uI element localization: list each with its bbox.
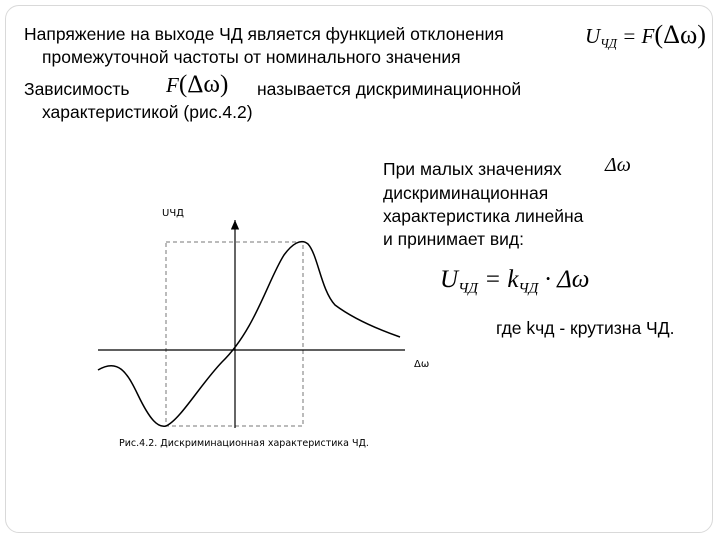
note-text: где kчд - крутизна ЧД. [496,318,675,338]
side-line-2: дискриминационная [383,183,549,203]
x-axis-label: Δω [414,359,430,370]
intro-line-3-start: Зависимость [24,79,130,99]
intro-line-2: промежуточной частоты от номинального значения [42,47,461,67]
formula-inline: F(Δω) [166,71,229,98]
side-line-1: При малых значениях [383,159,562,179]
intro-line-3-end: называется дискриминационной [257,79,522,99]
side-delta: Δω [605,154,631,176]
intro-line-1: Напряжение на выходе ЧД является функцией отклонения [24,24,504,44]
figure-caption: Рис.4.2. Дискриминационная характеристика ЧД. [119,438,369,449]
side-line-3: характеристика линейна [383,206,584,226]
side-line-4: и принимает вид: [383,229,524,249]
discriminator-curve [98,242,400,427]
formula-main: $U_{ЧД} = F(\Delta\omega)$ [585,20,707,51]
formula-linear: $U_{ЧД} = k_{ЧД} \cdot \Delta\omega$ [440,266,590,297]
intro-line-4: характеристикой (рис.4.2) [42,102,253,122]
y-axis-label: UЧД [162,208,184,219]
